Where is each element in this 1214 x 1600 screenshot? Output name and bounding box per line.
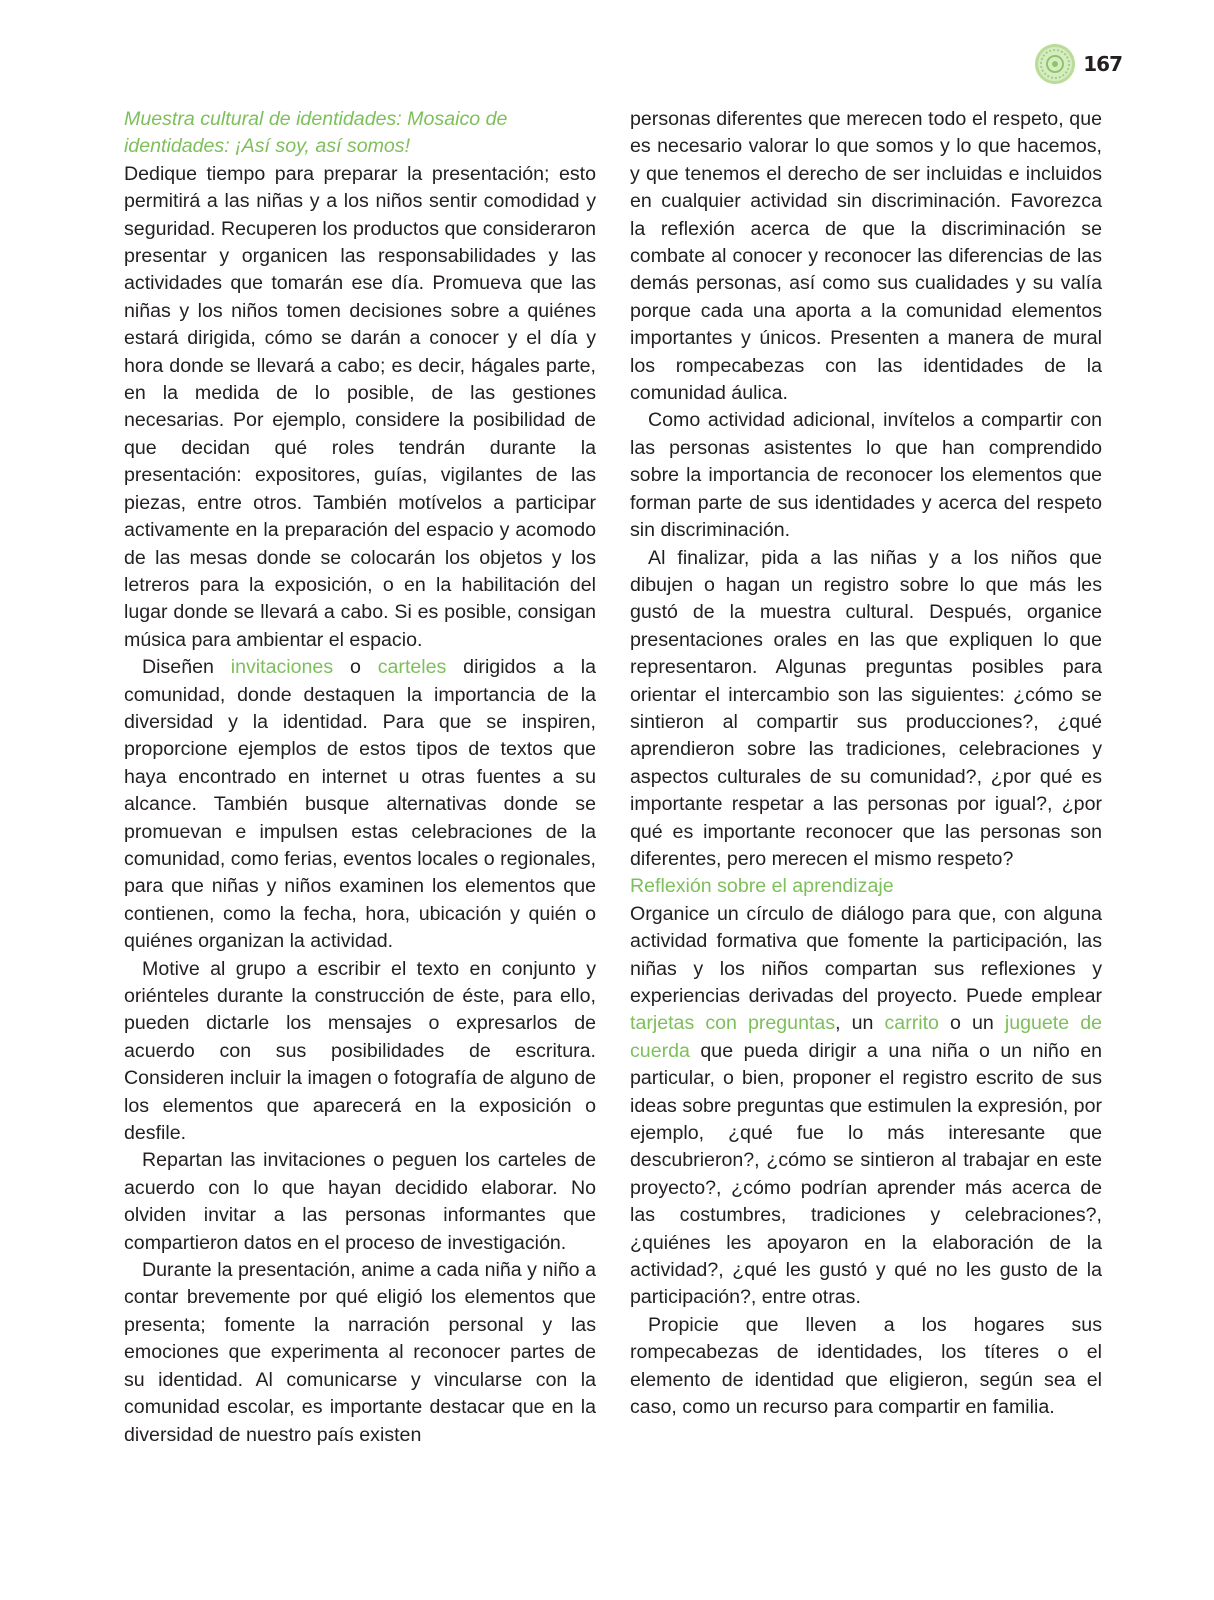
section-heading: Muestra cultural de identidades: Mosaico de identidades: ¡Así soy, así somos! [124,108,508,158]
paragraph: Durante la presentación, anime a cada niña y niño a contar brevemente por qué eligió los elementos que presenta; fomente la narración personal y las emociones que experimenta al reconocer partes de su identidad. Al comunicarse y vincularse con la comunidad escolar, es importante destacar que en la diversidad de nuestro país existen [124,1259,596,1446]
paragraph: Dedique tiempo para preparar la presentación; esto permitirá a las niñas y a los niños sentir comodidad y seguridad. Recuperen los productos que consideraron presentar y organicen las responsabilidades y las actividades que tomarán ese día. Promueva que las niñas y los niños tomen decisiones sobre a quiénes estará dirigida, cómo se darán a conocer y el día y hora donde se llevará a cabo; es decir, hágales parte, en la medida de lo posible, de las gestiones necesarias. Por ejemplo, considere la posibilidad de que decidan qué roles tendrán durante la presentación: expositores, guías, vigilantes de las piezas, entre otros. También motívelos a participar activamente en la preparación del espacio y acomodo de las mesas donde se colocarán los objetos y los letreros para la exposición, o en la habilitación del lugar donde se llevará a cabo. Si es posible, consigan música para ambientar el espacio. [124,162,596,651]
paragraph: Como actividad adicional, invítelos a compartir con las personas asistentes lo que han comprendido sobre la importancia de reconocer los elementos que forman parte de sus identidades y acerca del respeto sin discriminación. [630,409,1102,542]
text-run: que pueda dirigir a una niña o un niño en particular, o bien, proponer el registro escrito de sus ideas sobre preguntas que estimulen la expresión, por ejemplo, ¿qué fue lo más interesante que descubrieron?, ¿cómo se sintieron al trabajar en este proyecto?, ¿cómo podrían aprender más acerca de las costumbres, tradiciones y celebraciones?, ¿quiénes les apoyaron en la elaboración de la actividad?, ¿qué les gustó y qué no les gusto de la participación?, entre otras. [630,1039,1102,1309]
link-carrito[interactable]: carrito [884,1012,939,1035]
right-column [630,106,1102,1422]
sun-rosette-icon [1035,44,1075,84]
text-run: Diseñen [142,656,231,679]
link-invitaciones[interactable]: invitaciones [230,656,334,679]
text-run: o un [938,1012,1005,1035]
link-carteles[interactable]: carteles [377,656,447,679]
left-column [124,106,596,1449]
link-juguete-de-cuerda[interactable]: juguete de cuerda [630,1012,1102,1062]
section-heading-reflexion: Reflexión sobre el aprendizaje [630,875,894,898]
text-run: Organice un círculo de diálogo para que, con alguna actividad formativa que fomente la participación, las niñas y los niños compartan sus reflexiones y experiencias derivadas del proyecto. Puede emplear [630,902,1102,1007]
text-run: o [333,656,378,679]
text-run: dirigidos a la comunidad, donde destaquen la importancia de la diversidad y la identidad. Para que se inspiren, proporcione ejemplos de estos tipos de textos que haya encontrado en internet u otras fuentes a su alcance. También busque alternativas donde se promuevan e impulsen estas celebraciones de la comunidad, como ferias, eventos locales o regionales, para que niñas y niños examinen los elementos que contienen, como la fecha, hora, ubicación y quién o quiénes organizan la actividad. [124,656,596,953]
link-tarjetas-con-preguntas[interactable]: tarjetas con preguntas [630,1012,836,1035]
paragraph: Al finalizar, pida a las niñas y a los niños que dibujen o hagan un registro sobre lo que más les gustó de la muestra cultural. Después, organice presentaciones orales en las que expliquen lo que representaron. Algunas preguntas posibles para orientar el intercambio son las siguientes: ¿cómo se sintieron al compartir sus producciones?, ¿qué aprendieron sobre las tradiciones, celebraciones y aspectos culturales de su comunidad?, ¿por qué es importante respetar a las personas por igual?, ¿por qué es importante reconocer que las personas son diferentes, pero merecen el mismo respeto? [630,546,1102,870]
paragraph: Repartan las invitaciones o peguen los carteles de acuerdo con lo que hayan decidido elaborar. No olviden invitar a las personas informantes que compartieron datos en el proceso de investigación. [124,1149,596,1254]
text-run: , un [835,1012,885,1035]
page-number-group [1035,44,1122,84]
paragraph: Motive al grupo a escribir el texto en conjunto y oriénteles durante la construcción de éste, para ello, pueden dictarle los mensajes o expresarlos de acuerdo con sus posibilidades de escritura. Consideren incluir la imagen o fotografía de alguno de los elementos que aparecerá en la exposición o desfile. [124,957,596,1145]
paragraph: Propicie que lleven a los hogares sus rompecabezas de identidades, los títeres o el elemento de identidad que eligieron, según sea el caso, como un recurso para compartir en familia. [630,1313,1102,1419]
paragraph [630,901,1102,1312]
page-number: 167 [1083,52,1122,76]
paragraph: personas diferentes que merecen todo el respeto, que es necesario valorar lo que somos y lo que hacemos, y que tenemos el derecho de ser incluidas e incluidos en cualquier actividad sin discriminación. Favorezca la reflexión acerca de que la discriminación se combate al conocer y reconocer las diferencias de las demás personas, así como sus cualidades y su valía porque cada una aporta a la comunidad elementos importantes y únicos. Presenten a manera de mural los rompecabezas con las identidades de la comunidad áulica. [630,108,1102,405]
paragraph [124,654,596,955]
